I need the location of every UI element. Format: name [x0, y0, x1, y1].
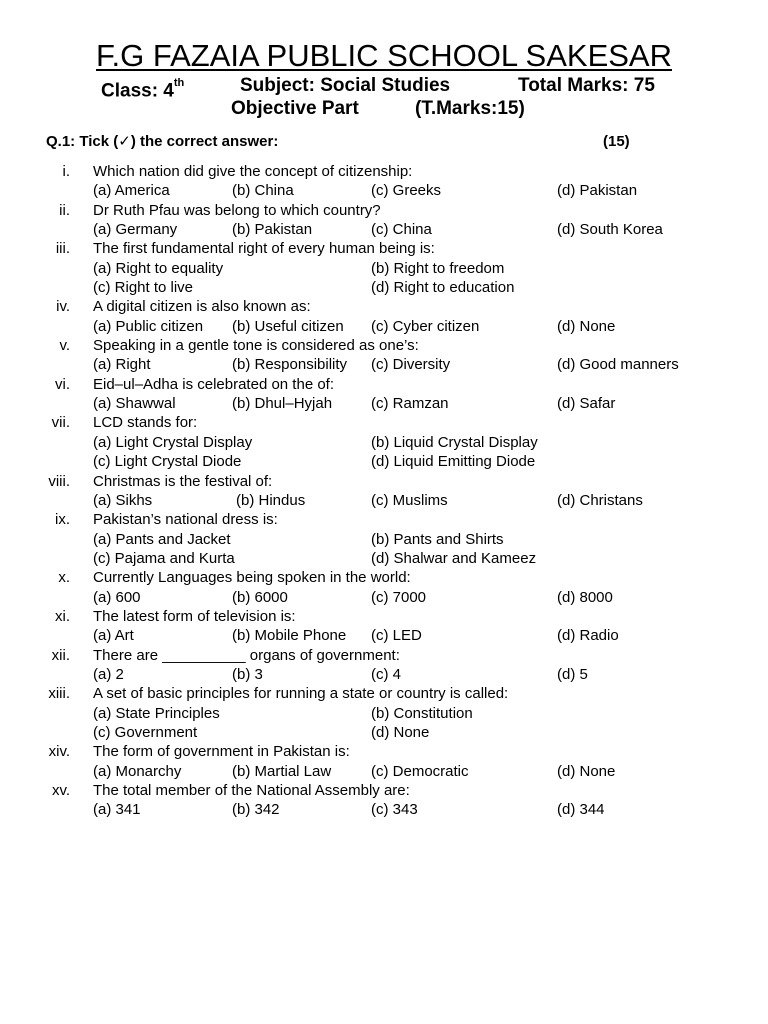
options-row: [0, 530, 768, 549]
question-row: [0, 684, 768, 703]
answer-option[interactable]: (d) Good manners: [557, 356, 679, 374]
answer-option[interactable]: (c) Cyber citizen: [371, 317, 480, 335]
section-marks: (15): [603, 133, 630, 150]
question-row: [0, 607, 768, 626]
question-text: A set of basic principles for running a state or country is called:: [93, 685, 509, 703]
options-row: [0, 394, 768, 413]
options-row: [0, 181, 768, 200]
question-number: iii.: [55, 240, 70, 258]
answer-option[interactable]: (b) Constitution: [371, 704, 473, 722]
question-text: Christmas is the festival of:: [93, 472, 273, 490]
answer-option[interactable]: (c) Right to live: [93, 279, 194, 297]
question-number: viii.: [48, 472, 70, 490]
answer-option[interactable]: (b) Pants and Shirts: [371, 530, 504, 548]
question-number: xiii.: [48, 685, 70, 703]
question-row: [0, 336, 768, 355]
question-number: x.: [58, 569, 70, 587]
options-row: [0, 220, 768, 239]
answer-option[interactable]: (b) Liquid Crystal Display: [371, 433, 538, 451]
answer-option[interactable]: (b) China: [232, 182, 294, 200]
question-text: There are __________ organs of government:: [93, 646, 400, 664]
question-text: A digital citizen is also known as:: [93, 298, 311, 316]
answer-option[interactable]: (c) 4: [371, 665, 401, 683]
answer-option[interactable]: (c) 343: [371, 801, 418, 819]
question-list: [0, 162, 768, 820]
answer-option[interactable]: (d) Liquid Emitting Diode: [371, 453, 536, 471]
answer-option[interactable]: (d) Shalwar and Kameez: [371, 549, 537, 567]
answer-option[interactable]: (c) Greeks: [371, 182, 442, 200]
answer-option[interactable]: (a) 341: [93, 801, 141, 819]
answer-option[interactable]: (a) 2: [93, 665, 124, 683]
answer-option[interactable]: (b) Responsibility: [232, 356, 348, 374]
question-row: [0, 742, 768, 761]
answer-option[interactable]: (b) Mobile Phone: [232, 627, 347, 645]
question-number: xv.: [51, 782, 70, 799]
subject-label: Subject: Social Studies: [240, 75, 451, 96]
question-row: [0, 472, 768, 491]
question-text: The latest form of television is:: [93, 607, 296, 625]
options-row: [0, 762, 768, 781]
answer-option[interactable]: (b) 6000: [232, 588, 288, 606]
part-title: Objective Part: [231, 98, 359, 119]
question-text: Eid–ul–Adha is celebrated on the of:: [93, 375, 335, 393]
question-number: ix.: [55, 511, 70, 529]
question-row: [0, 201, 768, 220]
answer-option[interactable]: (c) Government: [93, 723, 198, 741]
answer-option[interactable]: (d) Pakistan: [557, 182, 638, 200]
answer-option[interactable]: (a) Sikhs: [93, 491, 153, 509]
class-text: Class: 4: [101, 80, 174, 102]
question-number: vi.: [55, 375, 70, 393]
question-number: v.: [59, 337, 70, 355]
question-row: [0, 297, 768, 316]
question-number: xi.: [55, 607, 70, 625]
options-row: [0, 588, 768, 607]
answer-option[interactable]: (c) Muslims: [371, 491, 448, 509]
question-number: iv.: [56, 298, 70, 316]
question-text: Speaking in a gentle tone is considered as one’s:: [93, 337, 419, 355]
question-text: Which nation did give the concept of citizenship:: [93, 163, 413, 180]
answer-option[interactable]: (b) Useful citizen: [232, 317, 344, 335]
question-row: [0, 413, 768, 432]
answer-option[interactable]: (a) Monarchy: [93, 762, 182, 780]
answer-option[interactable]: (b) Martial Law: [232, 762, 332, 780]
school-name: F.G FAZAIA PUBLIC SCHOOL SAKESAR: [96, 38, 672, 73]
question-text: The total member of the National Assembly are:: [93, 782, 410, 799]
options-row: [0, 452, 768, 471]
answer-option[interactable]: (d) Right to education: [371, 279, 515, 297]
options-row: [0, 626, 768, 645]
answer-option[interactable]: (d) None: [557, 762, 616, 780]
answer-option[interactable]: (b) Pakistan: [232, 221, 313, 239]
answer-option[interactable]: (a) Public citizen: [93, 317, 204, 335]
answer-option[interactable]: (c) China: [371, 221, 432, 239]
options-row: [0, 549, 768, 568]
question-number: xiv.: [48, 743, 70, 761]
answer-option[interactable]: (a) Art: [93, 627, 134, 645]
question-text: The form of government in Pakistan is:: [93, 743, 350, 761]
answer-option[interactable]: (d) 8000: [557, 588, 613, 606]
part-marks: (T.Marks:15): [415, 98, 525, 119]
answer-option[interactable]: (d) South Korea: [557, 221, 663, 239]
answer-option[interactable]: (a) Right: [93, 356, 151, 374]
answer-option[interactable]: (c) Light Crystal Diode: [93, 453, 242, 471]
question-row: [0, 568, 768, 587]
section-title: Q.1: Tick (✓) the correct answer:: [46, 133, 279, 150]
answer-option[interactable]: (a) Shawwal: [93, 395, 176, 413]
answer-option[interactable]: (a) Pants and Jacket: [93, 530, 231, 548]
options-row: [0, 491, 768, 510]
options-row: [0, 665, 768, 684]
options-row: [0, 355, 768, 374]
options-row: [0, 723, 768, 742]
question-text: Currently Languages being spoken in the world:: [93, 569, 411, 587]
question-row: [0, 375, 768, 394]
answer-option[interactable]: (a) State Principles: [93, 704, 220, 722]
question-number: vii.: [51, 414, 70, 432]
answer-option[interactable]: (a) 600: [93, 588, 141, 606]
answer-option[interactable]: (c) Ramzan: [371, 395, 449, 413]
answer-option[interactable]: (b) Right to freedom: [371, 259, 505, 277]
answer-option[interactable]: (d) Christans: [557, 491, 643, 509]
question-row: [0, 162, 768, 181]
answer-option[interactable]: (c) Democratic: [371, 762, 469, 780]
options-row: [0, 278, 768, 297]
answer-option[interactable]: (a) Germany: [93, 221, 178, 239]
question-number: xii.: [51, 646, 70, 664]
class-label: [101, 75, 184, 102]
options-row: [0, 433, 768, 452]
answer-option[interactable]: (a) America: [93, 182, 170, 200]
answer-option[interactable]: (b) 342: [232, 801, 280, 819]
question-text: LCD stands for:: [93, 414, 198, 432]
answer-option[interactable]: (b) 3: [232, 665, 263, 683]
question-row: [0, 239, 768, 258]
answer-option[interactable]: (c) Pajama and Kurta: [93, 549, 235, 567]
options-row: [0, 317, 768, 336]
question-text: Dr Ruth Pfau was belong to which country?: [93, 201, 381, 219]
class-superscript: th: [173, 77, 185, 89]
options-row: [0, 800, 768, 819]
options-row: [0, 259, 768, 278]
answer-option[interactable]: (d) None: [371, 723, 430, 741]
question-row: [0, 646, 768, 665]
answer-option[interactable]: (d) Safar: [557, 395, 616, 413]
answer-option[interactable]: (d) 344: [557, 801, 605, 819]
question-text: The first fundamental right of every human being is:: [93, 240, 435, 258]
total-marks-label: Total Marks: 75: [518, 75, 655, 96]
answer-option[interactable]: (a) Light Crystal Display: [93, 433, 253, 451]
answer-option[interactable]: (d) 5: [557, 665, 588, 683]
question-number: ii.: [59, 201, 70, 219]
answer-option[interactable]: (b) Hindus: [236, 491, 306, 509]
answer-option[interactable]: (c) LED: [371, 627, 422, 645]
answer-option[interactable]: (c) Diversity: [371, 356, 451, 374]
answer-option[interactable]: (d) Radio: [557, 627, 619, 645]
options-row: [0, 704, 768, 723]
answer-option[interactable]: (a) Right to equality: [93, 259, 224, 277]
question-row: [0, 510, 768, 529]
question-number: i.: [62, 163, 70, 180]
question-row: [0, 781, 768, 800]
answer-option[interactable]: (c) 7000: [371, 588, 427, 606]
question-text: Pakistan’s national dress is:: [93, 511, 278, 529]
answer-option[interactable]: (b) Dhul–Hyjah: [232, 395, 333, 413]
answer-option[interactable]: (d) None: [557, 317, 616, 335]
